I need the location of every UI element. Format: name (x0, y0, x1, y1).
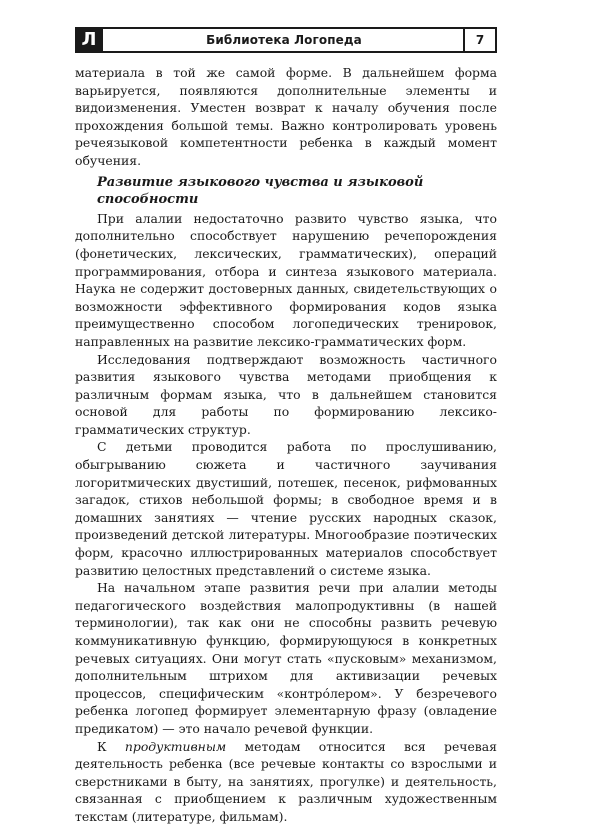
header-title: Библиотека Логопеда (206, 33, 362, 47)
paragraph-work-with-children: С детьми проводится работа по прослушиванию, обыгрыванию сюжета и частичного заучивания логоритмических двустиший, потешек, песенок, рифмованных загадок, стихов небольшой формы; в свободное время и в домашних занятиях — чтение русских народных сказок, произведений детской литературы. Многообразие поэтических форм, красочно иллюстрированных материалов способствует развитию целостных представлений о системе языка. (75, 439, 497, 578)
paragraph-research: Исследования подтверждают возможность частичного развития языкового чувства методами приобщения к различным формам языка, что в дальнейшем становится основой для работы по формированию лексико-грамматических структур. (75, 351, 497, 437)
paragraph-alalia-language-sense: При алалии недостаточно развито чувство языка, что дополнительно способствует нарушению речепорождения (фонетических, лексических, грамматических), операций программирования, отбора и синтеза языкового материала. Наука не содержит достоверных данных, свидетельствующих о возможности эффективного формирования кодов языка преимущественно способом логопедических тренировок, направленных на развитие лексико-грамматических форм. (75, 210, 497, 349)
productive-rest: методам относится вся речевая деятельность ребенка (все речевые контакты со взрослыми и сверстниками в быту, на занятиях, прогулке) и деятельность, связанная с приобщением к различным художественным текстам (литературе, фильмам). (75, 738, 497, 824)
productive-emphasis: продуктивным (124, 738, 227, 754)
page-number: 7 (475, 33, 485, 47)
productive-prefix: К (97, 738, 125, 754)
paragraph-initial-stage: На начальном этапе развития речи при алалии методы педагогического воздействия малопродуктивны (в нашей терминологии), так как они не способны развить речевую коммуникативную функцию, формирующуюся в конкретных речевых ситуациях. Они могут стать «пусковым» механизмом, дополнительным штрихом для активизации речевых процессов, специфическим «контрóлером». У безречевого ребенка логопед формирует элементарную фразу (овладение предикатом) — это начало речевой функции. (75, 580, 497, 736)
page-body (75, 64, 497, 826)
section-heading: Развитие языкового чувства и языковой способности (97, 174, 424, 208)
paragraph-productive-methods (75, 738, 497, 826)
paragraph-continuation: материала в той же самой форме. В дальнейшем форма варьируется, появляются дополнительные элементы и видоизменения. Уместен возврат к началу обучения после прохождения большой темы. Важно контролировать уровень речеязыковой компетентности ребенка в каждый момент обучения. (75, 65, 497, 168)
library-logo: Л (75, 27, 103, 53)
running-header (75, 27, 497, 53)
